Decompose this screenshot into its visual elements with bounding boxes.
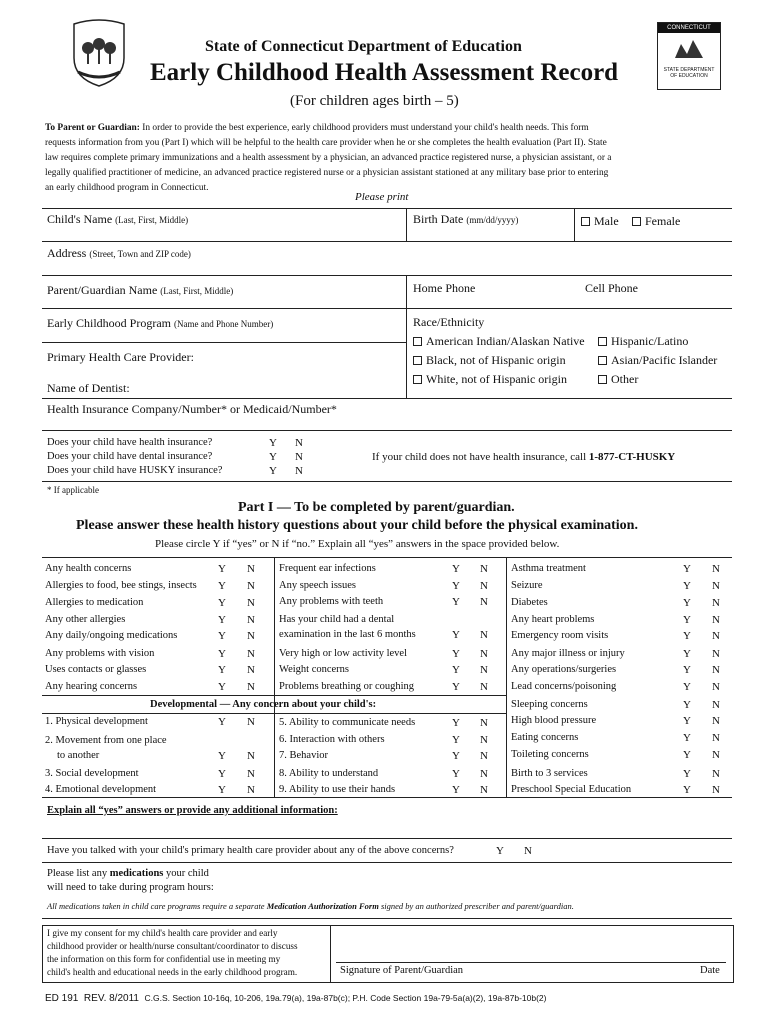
race-asian[interactable]: Asian/Pacific Islander (598, 353, 717, 368)
intro-paragraph: To Parent or Guardian: In order to provide the best experience, early childhood providers must understand your child's health needs. This form requests information from you (Part I) which will be helpful to the health care provider when he or she completes the health evaluation (Part II). State law requires complete primary immunizations and a health assessment by a physician, an advanced practice registered nurse, a physician assistant, or a legally qualified practitioner of medicine, an advanced practice registered nurse or a physician assistant stationed at any military base prior to entering an early childhood program in Connecticut. (45, 123, 612, 193)
state-seal (66, 18, 132, 88)
medications-label[interactable]: Please list any medications your child (47, 868, 209, 879)
medications-label-line2: will need to take during program hours: (47, 882, 214, 893)
n-option[interactable]: N (247, 563, 255, 575)
date-label[interactable]: Date (700, 965, 720, 976)
race-american-indian[interactable]: American Indian/Alaskan Native (413, 334, 585, 349)
husky-note: If your child does not have health insurance, call 1-877-CT-HUSKY (372, 451, 676, 463)
form-footer: ED 191 REV. 8/2011 C.G.S. Section 10-16q, 10-206, 19a.79(a), 19a-87b(c); P.H. Code Section 19a-79-5a(a)(2), 19a-87b-10b(2) (45, 993, 547, 1004)
talked-y[interactable]: Y (496, 845, 504, 857)
n-option[interactable]: N (247, 784, 255, 796)
n-option[interactable]: N (247, 630, 255, 642)
y-option[interactable]: Y (452, 768, 460, 780)
health-item-label: Any hearing concerns (45, 681, 138, 692)
please-print: Please print (355, 191, 409, 203)
developmental-item-label: 6. Interaction with others (279, 734, 385, 745)
health-item-label: Allergies to medication (45, 597, 144, 608)
health-item-label: Any heart problems (511, 614, 595, 625)
n-option[interactable]: N (712, 580, 720, 592)
n-option[interactable]: N (247, 648, 255, 660)
n-option[interactable]: N (480, 734, 488, 746)
health-item-label: Any major illness or injury (511, 648, 625, 659)
n-option[interactable]: N (480, 681, 488, 693)
n-option[interactable]: N (480, 768, 488, 780)
form-subtitle: (For children ages birth – 5) (290, 93, 459, 109)
health-item-label: Very high or low activity level (279, 648, 408, 659)
health-item-label: Sleeping concerns (511, 699, 588, 710)
race-hispanic[interactable]: Hispanic/Latino (598, 334, 688, 349)
y-option[interactable]: Y (683, 749, 691, 761)
n-option[interactable]: N (712, 732, 720, 744)
n-option[interactable]: N (247, 681, 255, 693)
health-item-label: Diabetes (511, 597, 548, 608)
race-black[interactable]: Black, not of Hispanic origin (413, 353, 566, 368)
health-item-label: Allergies to food, bee stings, insects (45, 580, 197, 591)
n-option[interactable]: N (480, 717, 488, 729)
form-title: Early Childhood Health Assessment Record (150, 59, 619, 86)
y-option[interactable]: Y (452, 648, 460, 660)
y-option[interactable]: Y (683, 614, 691, 626)
parent-name-label[interactable]: Parent/Guardian Name (Last, First, Middle) (47, 283, 234, 297)
n-option[interactable]: N (480, 648, 488, 660)
y-option[interactable]: Y (683, 648, 691, 660)
n-option[interactable]: N (480, 750, 488, 762)
if-applicable-footnote: * If applicable (47, 485, 99, 495)
health-item-label: Problems breathing or coughing (279, 681, 415, 692)
y-option[interactable]: Y (452, 596, 460, 608)
health-item-label: High blood pressure (511, 715, 597, 726)
developmental-item-label: 1. Physical development (45, 716, 148, 727)
n-option[interactable]: N (247, 750, 255, 762)
program-label[interactable]: Early Childhood Program (Name and Phone Number) (47, 316, 274, 330)
n-option[interactable]: N (480, 629, 488, 641)
developmental-item-label: 2. Movement from one place (45, 735, 167, 746)
y-option[interactable]: Y (683, 597, 691, 609)
n-option[interactable]: N (712, 630, 720, 642)
talked-n[interactable]: N (524, 845, 532, 857)
consent-text: I give my consent for my child's health care provider and early childhood provider or health/nurse consultant/coordinator to discuss the information on this form for confidential use in meeting my child's health and educational needs in the early childhood program. (47, 928, 298, 977)
health-item-label: examination in the last 6 months (279, 629, 416, 640)
n-option[interactable]: N (480, 784, 488, 796)
n-option[interactable]: N (712, 664, 720, 676)
health-item-label: Any speech issues (279, 580, 356, 591)
dentist-label[interactable]: Name of Dentist: (47, 381, 130, 395)
y-option[interactable]: Y (218, 614, 226, 626)
y-option[interactable]: Y (218, 664, 226, 676)
n-option[interactable]: N (247, 768, 255, 780)
n-option[interactable]: N (480, 580, 488, 592)
y-option[interactable]: Y (683, 580, 691, 592)
health-item-label: Emergency room visits (511, 630, 609, 641)
y-option[interactable]: Y (452, 629, 460, 641)
cell-phone-label[interactable]: Cell Phone (585, 281, 638, 295)
race-other[interactable]: Other (598, 372, 638, 387)
y-option[interactable]: Y (683, 664, 691, 676)
y-option[interactable]: Y (269, 437, 277, 449)
developmental-item-label: 9. Ability to use their hands (279, 784, 396, 795)
developmental-item-label: to another (57, 750, 100, 761)
health-item-label: Uses contacts or glasses (45, 664, 147, 675)
developmental-item-label: 3. Social development (45, 768, 139, 779)
n-option[interactable]: N (295, 437, 303, 449)
child-name-label[interactable]: Child's Name (Last, First, Middle) (47, 212, 189, 226)
y-option[interactable]: Y (683, 630, 691, 642)
n-option[interactable]: N (712, 784, 720, 796)
y-option[interactable]: Y (218, 750, 226, 762)
y-option[interactable]: Y (218, 768, 226, 780)
female-checkbox[interactable]: Female (632, 214, 680, 229)
n-option[interactable]: N (247, 614, 255, 626)
insurance-question-health: Does your child have health insurance? (47, 437, 213, 448)
y-option[interactable]: Y (683, 699, 691, 711)
insurance-question-dental: Does your child have dental insurance? (47, 451, 213, 462)
home-phone-label[interactable]: Home Phone (413, 281, 476, 295)
n-option[interactable]: N (712, 563, 720, 575)
health-item-label: Any problems with teeth (279, 596, 384, 607)
health-item-label: Toileting concerns (511, 749, 589, 760)
health-item-label: Eating concerns (511, 732, 579, 743)
health-item-label: Any other allergies (45, 614, 126, 625)
health-item-label: Birth to 3 services (511, 768, 588, 779)
n-option[interactable]: N (247, 664, 255, 676)
insurance-label[interactable]: Health Insurance Company/Number* or Medicaid/Number* (47, 402, 337, 416)
n-option[interactable]: N (247, 716, 255, 728)
y-option[interactable]: Y (218, 563, 226, 575)
health-item-label: Any daily/ongoing medications (45, 630, 178, 641)
n-option[interactable]: N (712, 768, 720, 780)
health-item-label: Any problems with vision (45, 648, 155, 659)
y-option[interactable]: Y (218, 716, 226, 728)
y-option[interactable]: Y (683, 715, 691, 727)
health-item-label: Any health concerns (45, 563, 132, 574)
y-option[interactable]: Y (452, 784, 460, 796)
y-option[interactable]: Y (452, 664, 460, 676)
part1-subtitle: Please answer these health history questions about your child before the physical examination. (76, 518, 638, 533)
n-option[interactable]: N (295, 465, 303, 477)
y-option[interactable]: Y (218, 630, 226, 642)
explain-label[interactable]: Explain all “yes” answers or provide any additional information: (47, 805, 338, 816)
y-option[interactable]: Y (452, 717, 460, 729)
medication-note: All medications taken in child care programs require a separate Medication Authorization Form signed by an authorized prescriber and parent/guardian. (47, 901, 574, 911)
y-option[interactable]: Y (683, 768, 691, 780)
developmental-title: Developmental — Any concern about your child's: (150, 699, 377, 710)
y-option[interactable]: Y (218, 784, 226, 796)
y-option[interactable]: Y (452, 734, 460, 746)
n-option[interactable]: N (712, 597, 720, 609)
male-checkbox[interactable]: Male (581, 214, 619, 229)
n-option[interactable]: N (247, 580, 255, 592)
agency-name: State of Connecticut Department of Education (205, 38, 522, 55)
health-item-label: Frequent ear infections (279, 563, 376, 574)
y-option[interactable]: Y (683, 784, 691, 796)
health-item-label: Any operations/surgeries (511, 664, 617, 675)
y-option[interactable]: Y (683, 563, 691, 575)
n-option[interactable]: N (247, 597, 255, 609)
n-option[interactable]: N (295, 451, 303, 463)
signature-label[interactable]: Signature of Parent/Guardian (340, 965, 464, 976)
y-option[interactable]: Y (683, 732, 691, 744)
health-item-label: Preschool Special Education (511, 784, 632, 795)
health-item-label: Lead concerns/poisoning (511, 681, 617, 692)
developmental-item-label: 8. Ability to understand (279, 768, 379, 779)
n-option[interactable]: N (712, 699, 720, 711)
y-option[interactable]: Y (452, 563, 460, 575)
health-item-label: Weight concerns (279, 664, 350, 675)
y-option[interactable]: Y (452, 580, 460, 592)
developmental-item-label: 4. Emotional development (45, 784, 157, 795)
race-label: Race/Ethnicity (413, 315, 485, 329)
department-logo: CONNECTICUT STATE DEPARTMENT OF EDUCATION (657, 22, 721, 90)
health-item-label: Seizure (511, 580, 543, 591)
y-option[interactable]: Y (269, 451, 277, 463)
address-label[interactable]: Address (Street, Town and ZIP code) (47, 246, 191, 260)
part1-title: Part I — To be completed by parent/guardian. (238, 500, 515, 515)
n-option[interactable]: N (480, 563, 488, 575)
n-option[interactable]: N (480, 664, 488, 676)
developmental-item-label: 5. Ability to communicate needs (279, 717, 416, 728)
talked-question: Have you talked with your child's primary health care provider about any of the above concerns? (47, 845, 454, 856)
n-option[interactable]: N (712, 715, 720, 727)
insurance-question-husky: Does your child have HUSKY insurance? (47, 465, 223, 476)
y-option[interactable]: Y (452, 750, 460, 762)
health-item-label: Has your child had a dental (279, 614, 395, 625)
y-option[interactable]: Y (683, 681, 691, 693)
n-option[interactable]: N (712, 681, 720, 693)
part1-instructions: Please circle Y if “yes” or N if “no.” Explain all “yes” answers in the space provided below. (155, 538, 560, 550)
y-option[interactable]: Y (269, 465, 277, 477)
y-option[interactable]: Y (452, 681, 460, 693)
developmental-item-label: 7. Behavior (279, 750, 328, 761)
provider-label[interactable]: Primary Health Care Provider: (47, 350, 194, 364)
y-option[interactable]: Y (218, 580, 226, 592)
birth-date-label[interactable]: Birth Date (mm/dd/yyyy) (413, 212, 519, 226)
n-option[interactable]: N (712, 614, 720, 626)
n-option[interactable]: N (712, 749, 720, 761)
n-option[interactable]: N (480, 596, 488, 608)
y-option[interactable]: Y (218, 648, 226, 660)
n-option[interactable]: N (712, 648, 720, 660)
health-item-label: Asthma treatment (511, 563, 586, 574)
y-option[interactable]: Y (218, 681, 226, 693)
y-option[interactable]: Y (218, 597, 226, 609)
race-white[interactable]: White, not of Hispanic origin (413, 372, 567, 387)
